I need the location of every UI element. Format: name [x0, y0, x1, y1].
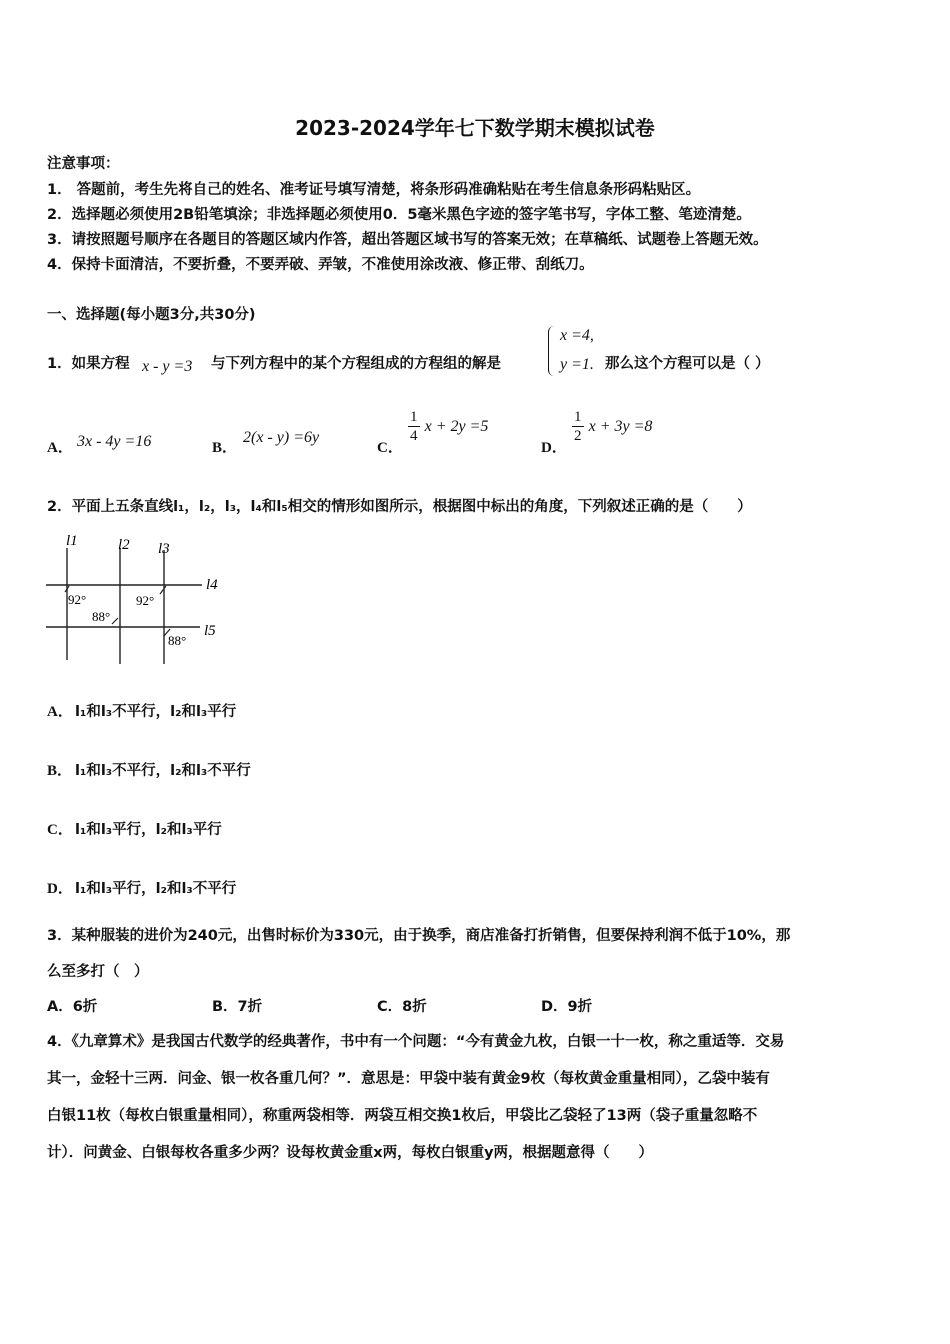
section-heading: 一、选择题(每小题3分,共30分) — [47, 307, 256, 323]
q1-option-d[interactable] — [572, 408, 652, 445]
q1-option-b[interactable]: 2(x - y) =6y — [243, 429, 320, 446]
q2-figure — [40, 528, 240, 668]
q1-c-num: 1 — [410, 409, 418, 425]
q1-c-den: 4 — [410, 428, 418, 444]
q1-option-d-fraction — [572, 408, 584, 445]
q1-d-rest: x + 3y =8 — [588, 418, 653, 435]
angle-label-92-right: 92° — [136, 593, 155, 608]
q4-line-2: 其一，金轻十三两．问金、银一枚各重几何？”．意思是：甲袋中装有黄金9枚（每枚黄金重量相同），乙袋中装有 — [47, 1071, 770, 1087]
q2-option-b[interactable]: l₁和l₃不平行，l₂和l₃不平行 — [75, 763, 251, 779]
q1-post: 那么这个方程可以是（ ） — [605, 356, 770, 372]
q1-d-den: 2 — [574, 428, 582, 444]
q1-option-b-label[interactable]: B． — [212, 440, 238, 456]
page-title: 2023-2024学年七下数学期末模拟试卷 — [295, 116, 655, 140]
label-l4: l4 — [206, 577, 218, 593]
q3-line-1: 3．某种服装的进价为240元，出售时标价为330元，由于换季，商店准备打折销售，但要保持利润不低于10%，那 — [47, 928, 791, 944]
q4-line-1: 4．《九章算术》是我国古代数学的经典著作，书中有一个问题：“今有黄金九枚，白银一十一枚，称之重适等．交易 — [47, 1034, 785, 1050]
angle-label-92-left: 92° — [68, 592, 87, 607]
q2-option-a-label[interactable]: A． — [47, 704, 73, 720]
q2-option-d[interactable]: l₁和l₃平行，l₂和l₃不平行 — [75, 881, 237, 897]
q2-option-c[interactable]: l₁和l₃平行，l₂和l₃平行 — [75, 822, 222, 838]
q1-option-c[interactable] — [408, 408, 488, 445]
q1-option-c-fraction — [408, 408, 420, 445]
q1-system-x: x =4, — [560, 327, 594, 344]
angle-label-88-mid: 88° — [92, 609, 111, 624]
q1-option-d-label[interactable]: D． — [541, 440, 567, 456]
q1-option-a[interactable]: 3x - 4y =16 — [77, 433, 152, 450]
angle-tick-3 — [160, 586, 166, 594]
label-l5: l5 — [204, 623, 216, 639]
notice-heading: 注意事项： — [47, 156, 120, 172]
q2-option-c-label[interactable]: C． — [47, 822, 73, 838]
q1-d-num: 1 — [574, 409, 582, 425]
q1-pre: 1．如果方程 — [47, 356, 130, 372]
q2-option-d-label[interactable]: D． — [47, 881, 73, 897]
notice-item-3: 3．请按照题号顺序在各题目的答题区域内作答，超出答题区域书写的答案无效；在草稿纸、试题卷上答题无效。 — [47, 232, 768, 248]
q1-option-a-label[interactable]: A． — [47, 440, 73, 456]
q3-option-a[interactable]: A．6折 — [47, 999, 98, 1015]
q1-mid: 与下列方程中的某个方程组成的方程组的解是 — [211, 356, 501, 372]
q1-c-rest: x + 2y =5 — [424, 418, 489, 435]
q3-option-b[interactable]: B．7折 — [212, 999, 263, 1015]
q3-option-d[interactable]: D．9折 — [541, 999, 593, 1015]
q4-line-4: 计）．问黄金、白银每枚各重多少两？设每枚黄金重x两，每枚白银重y两，根据题意得（ ） — [47, 1145, 654, 1161]
angle-tick-2 — [112, 618, 118, 624]
q1-system-y: y =1. — [560, 356, 594, 373]
label-l3: l3 — [158, 541, 170, 557]
q1-system-brace — [548, 326, 557, 376]
label-l2: l2 — [118, 537, 130, 553]
notice-item-1: 1． 答题前，考生先将自己的姓名、准考证号填写清楚，将条形码准确粘贴在考生信息条形码粘贴区。 — [47, 182, 701, 198]
q1-option-c-label[interactable]: C． — [377, 440, 403, 456]
q3-line-2: 么至多打（ ） — [47, 964, 149, 980]
q4-line-3: 白银11枚（每枚白银重量相同），称重两袋相等．两袋互相交换1枚后，甲袋比乙袋轻了13两（袋子重量忽略不 — [47, 1108, 758, 1124]
q2-option-b-label[interactable]: B． — [47, 763, 73, 779]
angle-label-88-bottom: 88° — [168, 633, 187, 648]
q2-stem: 2．平面上五条直线l₁，l₂，l₃，l₄和l₅相交的情形如图所示，根据图中标出的角度，下列叙述正确的是（ ） — [47, 499, 752, 515]
notice-item-2: 2．选择题必须使用2B铅笔填涂；非选择题必须使用0．5毫米黑色字迹的签字笔书写，字体工整、笔迹清楚。 — [47, 207, 751, 223]
q1-equation: x - y =3 — [142, 358, 193, 375]
notice-item-4: 4．保持卡面清洁，不要折叠，不要弄破、弄皱，不准使用涂改液、修正带、刮纸刀。 — [47, 257, 594, 273]
label-l1: l1 — [66, 533, 78, 549]
q2-option-a[interactable]: l₁和l₃不平行，l₂和l₃平行 — [75, 704, 237, 720]
q3-option-c[interactable]: C．8折 — [377, 999, 427, 1015]
